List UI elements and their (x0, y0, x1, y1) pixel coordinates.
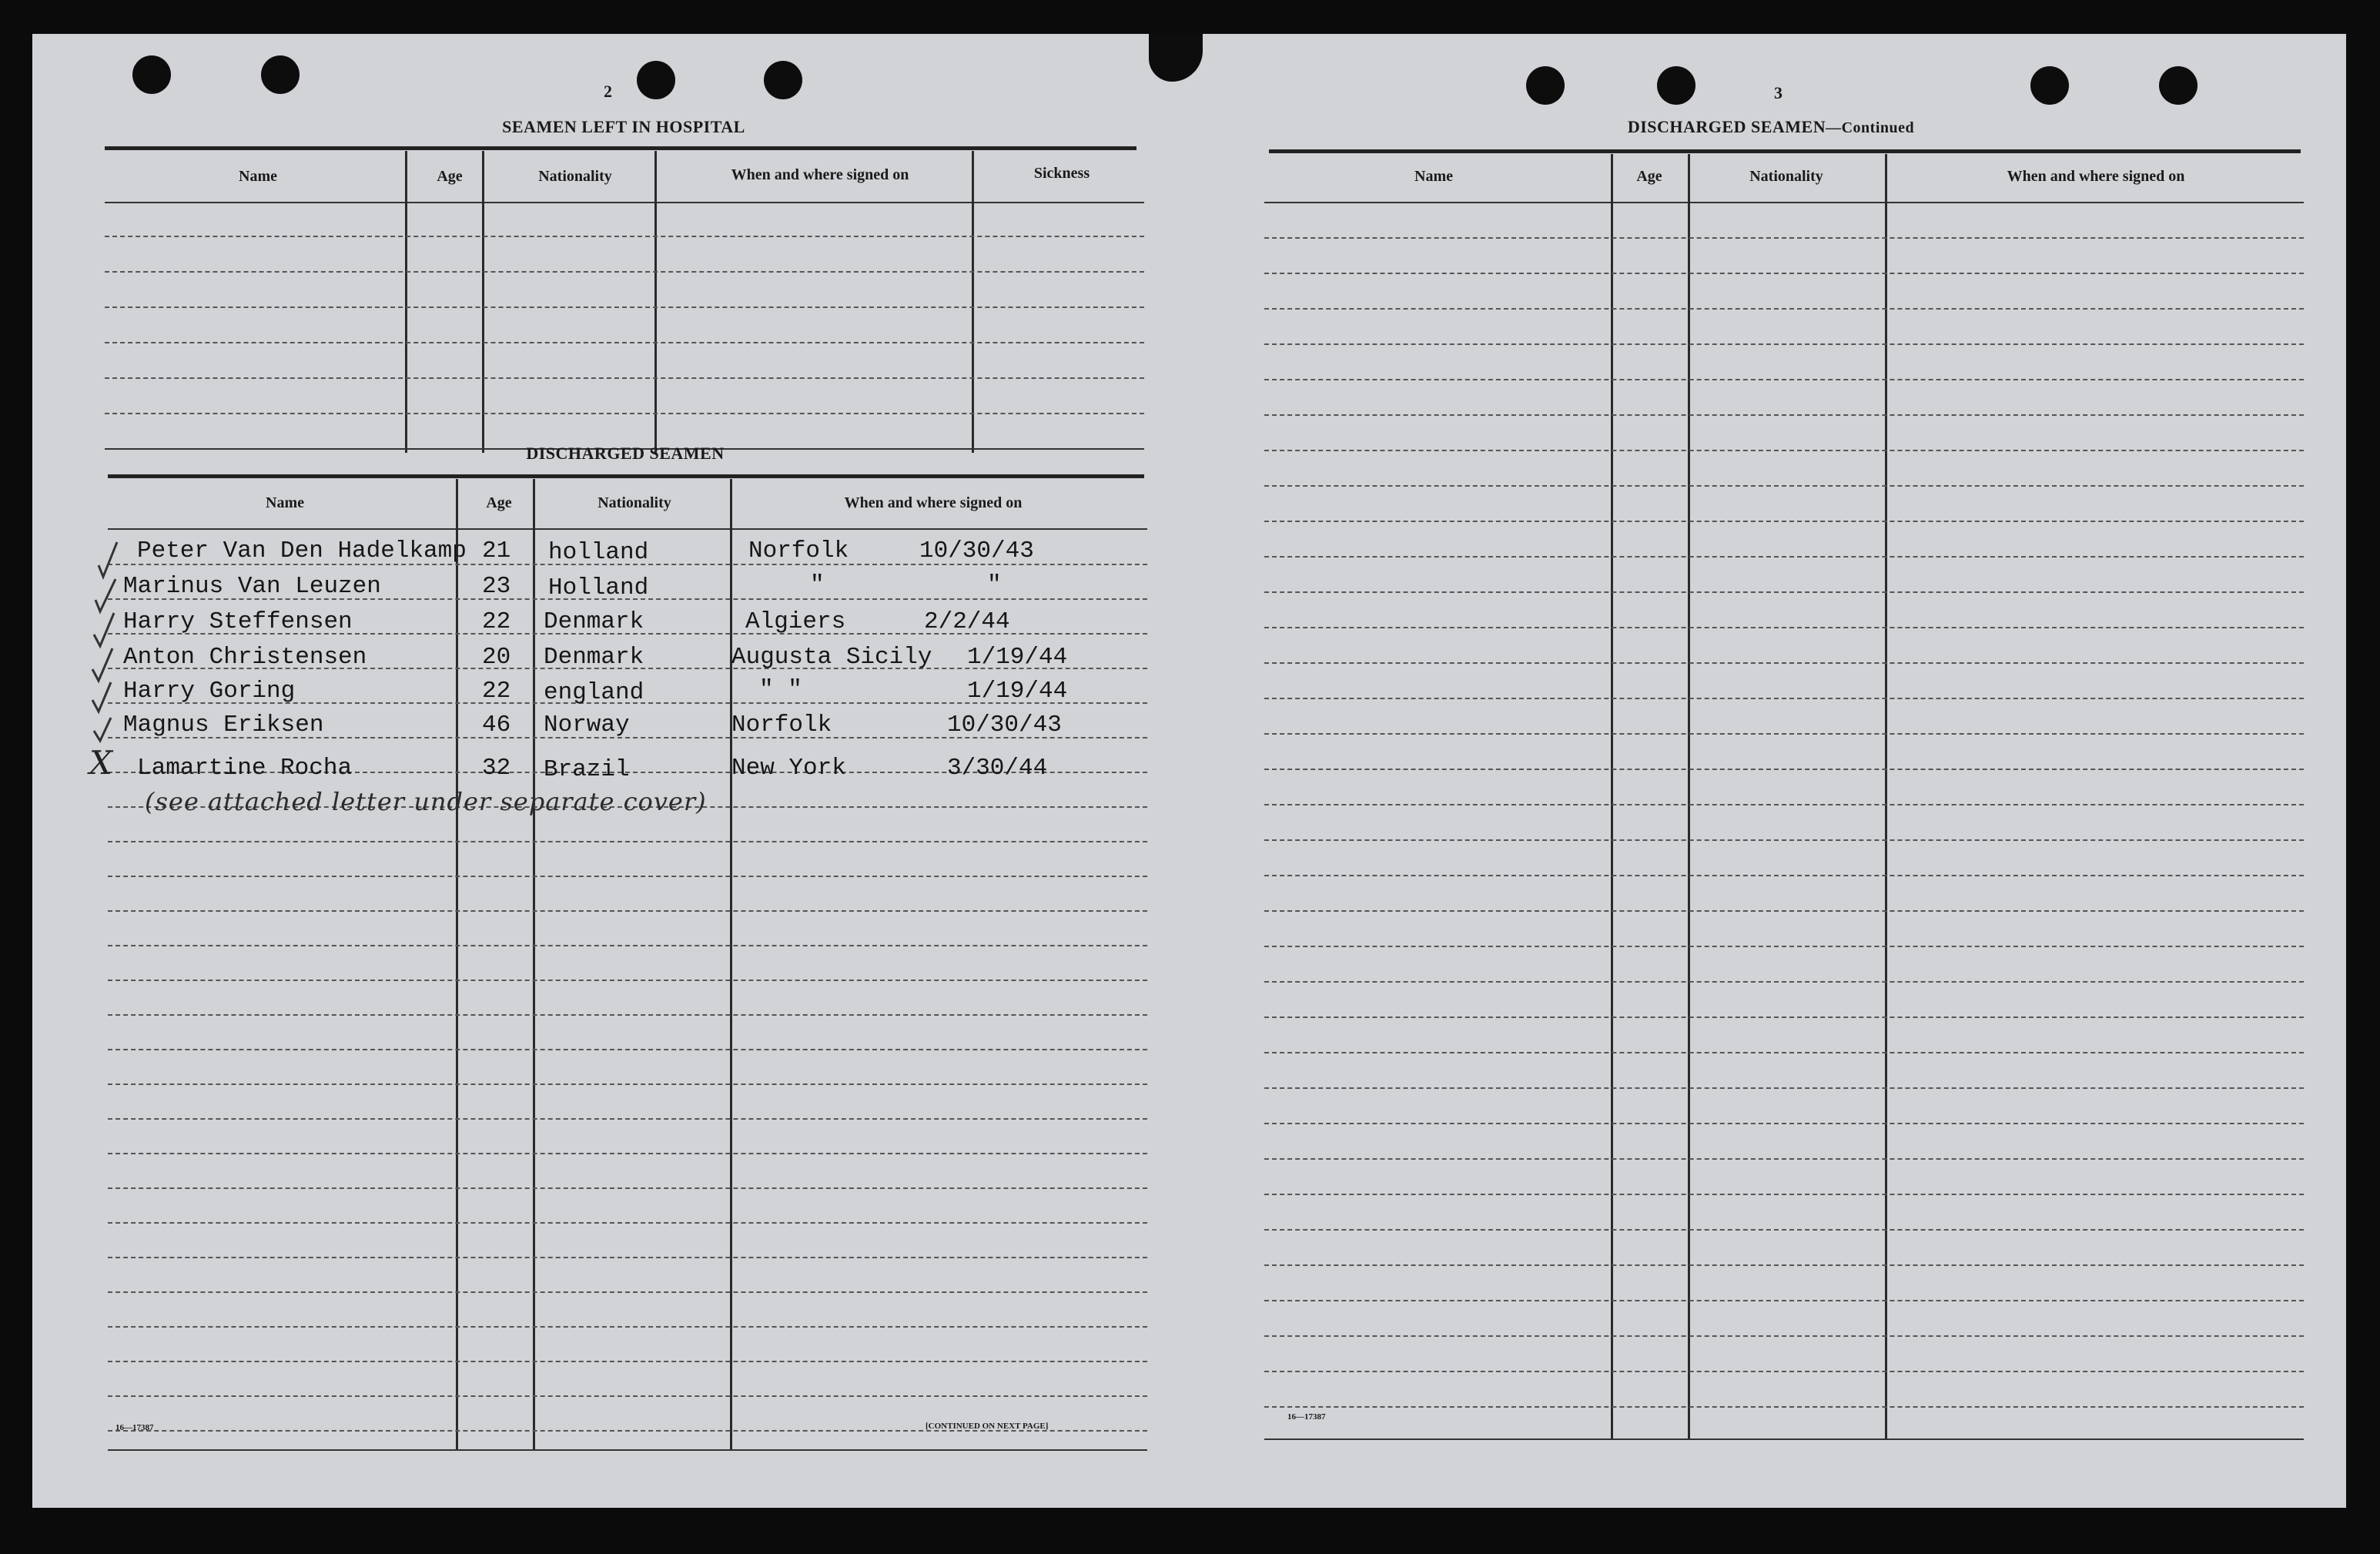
ruled-line (108, 1326, 1147, 1328)
ruled-line (1264, 981, 2304, 983)
ruled-line (108, 910, 1147, 912)
ruled-line (108, 1118, 1147, 1120)
ruled-line (108, 876, 1147, 877)
ruled-line (1264, 450, 2304, 451)
row-nationality: Holland (548, 574, 649, 601)
ruled-line (1264, 1194, 2304, 1195)
punch-hole (637, 61, 675, 99)
hospital-col-signed-on: When and where signed on (731, 166, 909, 183)
ruled-line (1264, 1264, 2304, 1266)
discharged-section-title: DISCHARGED SEAMEN (526, 444, 725, 463)
ruled-line (108, 1361, 1147, 1362)
discharged-bottom-rule (108, 1449, 1147, 1451)
punch-hole (1657, 66, 1695, 105)
ruled-line (1264, 662, 2304, 664)
row-place: Augusta Sicily (731, 644, 932, 671)
ruled-line (108, 1014, 1147, 1016)
row-nationality: Denmark (544, 608, 644, 635)
right-title-main: DISCHARGED SEAMEN (1627, 117, 1826, 136)
row-date: 10/30/43 (919, 538, 1034, 564)
row-age: 21 (482, 538, 511, 564)
hospital-row-line (105, 413, 1144, 414)
row-date: 2/2/44 (924, 608, 1010, 635)
row-nationality: Norway (544, 712, 630, 738)
hospital-col-divider (482, 151, 484, 453)
ruled-line (108, 945, 1147, 946)
row-place: " (810, 571, 825, 598)
row-place: New York (731, 755, 846, 782)
right-col-divider (1611, 154, 1613, 1440)
hospital-row-line (105, 377, 1144, 379)
punch-hole (1526, 66, 1565, 105)
x-mark: X (89, 744, 112, 782)
row-name: Magnus Eriksen (123, 712, 324, 738)
hospital-top-rule (105, 146, 1136, 150)
torn-mark (1149, 34, 1203, 82)
right-col-divider (1885, 154, 1887, 1440)
document-sheet (32, 34, 2346, 1508)
ruled-line (1264, 485, 2304, 487)
row-age: 46 (482, 712, 511, 738)
row-age: 20 (482, 644, 511, 671)
row-name: Lamartine Rocha (137, 755, 353, 782)
punch-hole (132, 55, 171, 94)
ruled-line (1264, 273, 2304, 274)
ruled-line (1264, 1158, 2304, 1160)
row-name: Marinus Van Leuzen (123, 573, 381, 600)
ruled-line (108, 1187, 1147, 1189)
punch-hole (261, 55, 300, 94)
page-number-right: 3 (1774, 83, 1782, 102)
row-date: 1/19/44 (967, 644, 1068, 671)
handwritten-note: (see attached letter under separate cover) (145, 787, 707, 816)
ruled-line (108, 1222, 1147, 1224)
ruled-line (108, 1083, 1147, 1085)
punch-hole (764, 61, 802, 99)
hospital-col-nationality: Nationality (538, 168, 612, 185)
ruled-line (1264, 910, 2304, 912)
row-name: Anton Christensen (123, 644, 367, 671)
ruled-line (108, 1395, 1147, 1397)
hospital-col-name: Name (239, 168, 277, 185)
ruled-line (1264, 875, 2304, 876)
discharged-header-rule (108, 528, 1147, 530)
ruled-line (1264, 946, 2304, 947)
ruled-line (1264, 769, 2304, 770)
handwritten-check-marks (77, 534, 131, 765)
ruled-line (1264, 733, 2304, 735)
row-name: Peter Van Den Hadelkamp (137, 538, 467, 564)
ruled-line (108, 980, 1147, 981)
right-col-name: Name (1414, 168, 1453, 185)
right-section-title (1578, 117, 1963, 137)
row-nationality: Denmark (544, 644, 644, 671)
row-nationality: holland (548, 539, 649, 566)
hospital-col-divider (405, 151, 407, 453)
row-name: Harry Steffensen (123, 608, 353, 635)
ruled-line (108, 1153, 1147, 1154)
ruled-line (1264, 379, 2304, 380)
ruled-line (1264, 591, 2304, 593)
hospital-col-age: Age (437, 168, 463, 185)
ruled-line (1264, 1300, 2304, 1301)
discharged-col-name: Name (266, 494, 304, 511)
ruled-line (108, 1257, 1147, 1258)
right-top-rule (1269, 149, 2301, 153)
form-number-left: 16—17387 (115, 1423, 154, 1432)
row-date: 1/19/44 (967, 678, 1068, 705)
row-nationality: Brazil (544, 756, 630, 783)
punch-hole (2030, 66, 2069, 105)
page-number-left: 2 (604, 82, 612, 101)
row-name: Harry Goring (123, 678, 296, 705)
row-age: 32 (482, 755, 511, 782)
ruled-line (1264, 1229, 2304, 1231)
ruled-line (1264, 308, 2304, 310)
discharged-col-divider (730, 479, 732, 1451)
row-nationality: england (544, 679, 644, 706)
ruled-line (1264, 414, 2304, 416)
ruled-line (108, 1291, 1147, 1293)
row-age: 23 (482, 573, 511, 600)
ruled-line (1264, 556, 2304, 558)
ruled-line (1264, 1123, 2304, 1124)
right-header-rule (1264, 202, 2304, 203)
discharged-col-divider (456, 479, 458, 1451)
ruled-line (1264, 1371, 2304, 1372)
ruled-line (1264, 1052, 2304, 1053)
hospital-col-divider (972, 151, 974, 453)
discharged-col-age: Age (486, 494, 512, 511)
row-place: Norfolk (731, 712, 832, 738)
ruled-line (1264, 521, 2304, 522)
ruled-line (1264, 343, 2304, 345)
right-col-nationality: Nationality (1749, 168, 1823, 185)
right-title-suffix: —Continued (1826, 119, 1915, 136)
row-place: " " (759, 676, 802, 703)
ruled-line (1264, 627, 2304, 628)
right-col-age: Age (1636, 168, 1662, 185)
right-col-signed-on: When and where signed on (2007, 168, 2185, 185)
right-bottom-rule (1264, 1438, 2304, 1440)
ruled-line (1264, 1335, 2304, 1337)
ruled-line (108, 841, 1147, 842)
hospital-row-line (105, 271, 1144, 273)
ruled-line (108, 1049, 1147, 1050)
row-date: " (987, 571, 1002, 598)
row-date: 10/30/43 (947, 712, 1062, 738)
row-date: 3/30/44 (947, 755, 1048, 782)
ruled-line (1264, 698, 2304, 699)
ruled-line (1264, 839, 2304, 841)
hospital-col-divider (654, 151, 657, 453)
hospital-col-sickness: Sickness (1033, 165, 1090, 182)
hospital-row-line (105, 342, 1144, 343)
continued-note: [CONTINUED ON NEXT PAGE] (926, 1422, 1049, 1431)
ruled-line (1264, 1087, 2304, 1089)
punch-hole (2159, 66, 2198, 105)
hospital-header-rule (105, 202, 1144, 203)
form-number-right: 16—17387 (1287, 1412, 1326, 1422)
row-place: Norfolk (748, 538, 849, 564)
row-age: 22 (482, 608, 511, 635)
ruled-line (1264, 1016, 2304, 1018)
discharged-top-rule (108, 474, 1144, 478)
ruled-line (1264, 237, 2304, 239)
right-col-divider (1688, 154, 1690, 1440)
hospital-row-line (105, 236, 1144, 237)
discharged-col-nationality: Nationality (598, 494, 671, 511)
discharged-col-divider (533, 479, 535, 1451)
row-place: Algiers (745, 608, 846, 635)
hospital-section-title: SEAMEN LEFT IN HOSPITAL (502, 117, 745, 136)
row-age: 22 (482, 678, 511, 705)
ruled-line (1264, 1406, 2304, 1408)
ruled-line (1264, 804, 2304, 805)
discharged-col-signed-on: When and where signed on (844, 494, 1023, 511)
hospital-row-line (105, 306, 1144, 308)
